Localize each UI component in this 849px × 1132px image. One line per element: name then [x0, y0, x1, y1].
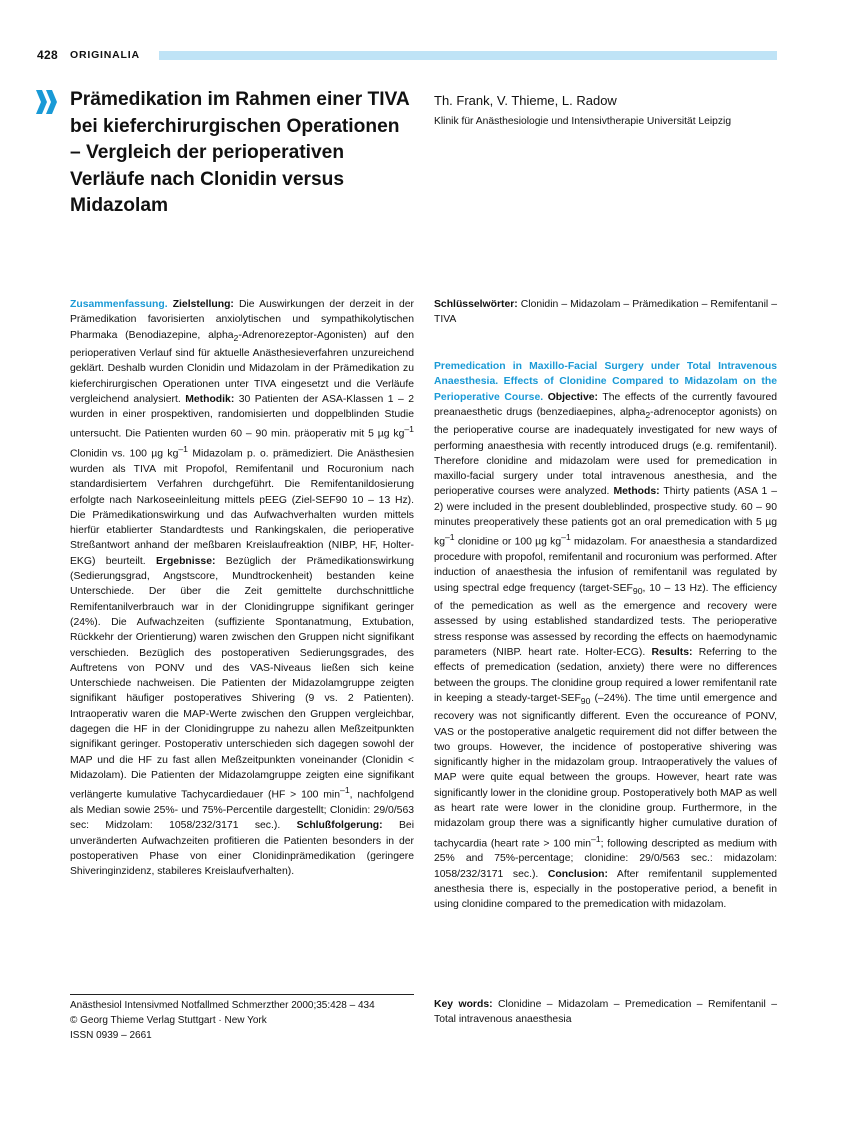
objective-label: Objective: — [547, 391, 598, 403]
page-header — [37, 48, 777, 64]
citation-issn: ISSN 0939 – 2661 — [70, 1030, 152, 1041]
header-bar — [159, 51, 777, 60]
abstract-english — [434, 359, 777, 913]
methods-text-cont: Midazolam p. o. prämediziert. Die Anästhesien wurden als TIVA mit Propofol, Remifentanil und Rocuronium nach standardisiertem Verfahren durchgeführt. Die Remifentanildosierung erfolgte nach Narkoseeinleitung mittels pEEG (Ziel-SEF90 10 – 13 Hz). Die Prämedikationswirkung und das Aufwachverhalten wurden mittels hierfür etablierter Standardtests und Rankingskalen, die perioperative Streßantwort anhand der meßbaren Kreislaufreaktion (NIBP, HF, Holter-EKG) beurteilt. — [70, 448, 415, 567]
results-label: Ergebnisse: — [155, 555, 216, 567]
results-text-cont: , nachfolgend als Median sowie 25%- und 75%-Percentile dargestellt; Clonidin: 29/0/563 sec: Midzolam: 1058/232/3171 sec.). — [70, 789, 414, 832]
article-title: Prämedikation im Rahmen einer TIVA bei kieferchirurgischen Operationen – Vergleich der perioperativen Verläufe nach Clonidin versus Midazolam — [70, 89, 410, 216]
objective-text-cont: -Adrenorezeptor-Agonisten) auf den perioperativen Verlauf sind für aktuelle Anästhesieverfahren unzureichend geklärt. Deshalb wurden Clonidin und Midazolam in der Prämedikation zu kieferchirurgischen Operationen unter TIVA eingesetzt und die Verläufe vergleichend analysiert. — [70, 329, 414, 405]
objective-label: Zielstellung: — [172, 299, 234, 310]
superscript: –1 — [178, 444, 188, 455]
results-text: Referring to the effects of premedication (sedation, anxiety) there were no differences between the groups. The clonidine group required a lower remifentanil rate in keeping a steady-target-SEF — [434, 646, 777, 704]
keywords-text: Clonidin – Midazolam – Prämedikation – Remifentanil – TIVA — [434, 299, 777, 326]
methods-label: Methodik: — [185, 393, 235, 405]
citation-block — [70, 998, 375, 1043]
results-label: Results: — [651, 646, 693, 658]
subscript: 2 — [233, 332, 239, 343]
abstract-heading: Zusammenfassung. — [70, 299, 168, 310]
objective-text: The effects of the currently favoured preanaesthetic drugs (benzediaepines, alpha — [434, 391, 777, 418]
superscript: –1 — [561, 532, 571, 543]
keywords-english — [434, 997, 777, 1028]
affiliation: Klinik für Anästhesiologie und Intensivtherapie Universität Leipzig — [434, 116, 732, 127]
subscript: 90 — [632, 585, 643, 596]
superscript: –1 — [404, 424, 414, 435]
keywords-german — [434, 297, 777, 328]
subscript: 2 — [645, 409, 651, 420]
conclusion-label: Conclusion: — [547, 868, 608, 880]
page-number: 428 — [37, 48, 58, 62]
methods-text-cont: , 10 – 13 Hz). The efficiency of the pemedication as well as the emergence and recovery were assessed by using established standardized tests. The perioperative stress response was assessed by recording the effects on haemodynamic parameters (NIBP. heart rate. Holter-ECG). — [434, 582, 777, 658]
methods-text-cont: midazolam. For anaesthesia a standardized procedure with propofol, remifentanil and rocuronium was performed. After induction of anaesthesia the infusion of remifentanil was regulated by using spectral edge frequency (target-SEF — [434, 536, 777, 594]
footer-rule — [70, 994, 414, 995]
section-label: ORIGINALIA — [70, 49, 140, 61]
double-chevron-icon — [36, 90, 58, 114]
conclusion-label: Schlußfolgerung: — [296, 820, 383, 832]
methods-text-cont: Clonidin vs. 100 µg kg — [70, 448, 179, 460]
methods-text: Thirty patients (ASA 1 – 2) were included in the present doubleblinded, prospective study. 60 – 90 minutes preoperatively these patients got an oral premedication with 5 µg kg — [434, 486, 777, 548]
keywords-label: Schlüsselwörter: — [434, 299, 518, 310]
results-text: Bezüglich der Prämedikationswirkung (Sedierungsgrad, Angstscore, Mundtrockenheit) bestanden keine Unterschiede. Der über die Zeit gemittelte durchschnittliche Remifentanilverbrauch war in der Clonidingruppe signifikant geringer (24%). Die Aufwachzeiten (suffiziente Spontanatmung, Extubation, Rückkehr der Orientierung) waren zwischen den Gruppen nicht signifikant verschieden. Bezüglich des postoperativen Sedierungsgrades, des Auftretens von PONV und des VAS-Niveaus ließen sich keine Unterschiede nachweisen. Die Patienten der Midazolamgruppe zeigten signifikant häufiger postoperatives Shivering (9 vs. 2 Patienten). Intraoperativ waren die MAP-Werte zwischen den Gruppen vergleichbar, dagegen die HF in der Clonidingruppe zu nahezu allen Meßzeitpunkten signifikant geringer. Postoperativ unterschieden sich dagegen sowohl der MAP und die HF zu fast allen Meßzeitpunkten voneinander (Clonidin < Midazolam). Die Patienten der Midazolamgruppe zeigten eine signifikant verlängerte kumulative Tachycardiedauer (HF > 100 min — [70, 555, 414, 801]
superscript: –1 — [444, 532, 455, 543]
objective-text-cont: -adrenoceptor agonists) on the perioperative course are inadequately investigated for new ways of performing anaesthesia with recently introduced drugs (e.g. remifentanil). Therefore clonidine and midazolam were used for premedication in maxillo-facial surgery under total intravenous anesthesia, and the perioperative courses were analyzed. — [434, 406, 777, 498]
superscript: –1 — [591, 833, 601, 844]
keywords-text: Clonidine – Midazolam – Premedication – Remifentanil – Total intravenous anaesthesia — [434, 999, 777, 1026]
objective-text: Die Auswirkungen der derzeit in der Prämedikation favorisierten anxiolytischen und sympathikolytischen Pharmaka (Benodiazepine, alpha — [70, 299, 414, 341]
methods-label: Methods: — [613, 486, 660, 498]
citation-publisher: © Georg Thieme Verlag Stuttgart · New York — [70, 1015, 267, 1026]
abstract-german — [70, 297, 414, 879]
subscript: 90 — [580, 695, 591, 706]
results-text-cont: (–24%). The time until emergence and recovery was not significantly different. Even the occureance of PONV, VAS or the postoperative analgetic requirement did not differ between the two groups. However, the incidence of postoperative shivering was significantly higher in the midazolam group. Intraoperatively the values of MAP were quite equal between the groups. However, heart rate was significantly lower in the clonidine group. Postoperatively both MAP as well as heart rate were lower in the clonidine group. Furthermore, in the midazolam group there was a significantly higher cumulative duration of tachycardia (heart rate > 100 min — [434, 692, 777, 850]
superscript: –1 — [340, 785, 350, 796]
english-title-heading: Premedication in Maxillo-Facial Surgery under Total Intravenous Anaesthesia. Effects of Clonidine Compared to Midazolam on the Perioperative Course. — [434, 361, 777, 403]
methods-text: 30 Patienten der ASA-Klassen 1 – 2 wurden in einer prospektiven, randomisierten und doppelblinden Studie untersucht. Die Patienten wurden 60 – 90 min. präoperativ mit 5 µg kg — [70, 393, 414, 440]
results-text-cont: ; following descripted as medium with 25% and 75%-percentage; clonidine: 29/0/563 sec.: midazolam: 1058/232/3171 sec.). — [434, 838, 777, 880]
methods-text-cont: clonidine or 100 µg kg — [454, 536, 562, 548]
keywords-label: Key words: — [434, 999, 493, 1010]
authors: Th. Frank, V. Thieme, L. Radow — [434, 93, 617, 108]
citation-journal: Anästhesiol Intensivmed Notfallmed Schmerzther 2000;35:428 – 434 — [70, 1000, 375, 1011]
conclusion-text: Bei unveränderten Aufwachzeiten profitieren die Patienten besonders in der postoperativen Phase von einer Clonidinprämedikation (geringere Shiveringinzidenz, stabileres Kreislaufverhalten). — [70, 820, 415, 878]
conclusion-text: After remifentanil supplemented anesthesia there is, especially in the postoperative period, a benefit in using clonidine compared to the premedication with midazolam. — [434, 868, 778, 911]
